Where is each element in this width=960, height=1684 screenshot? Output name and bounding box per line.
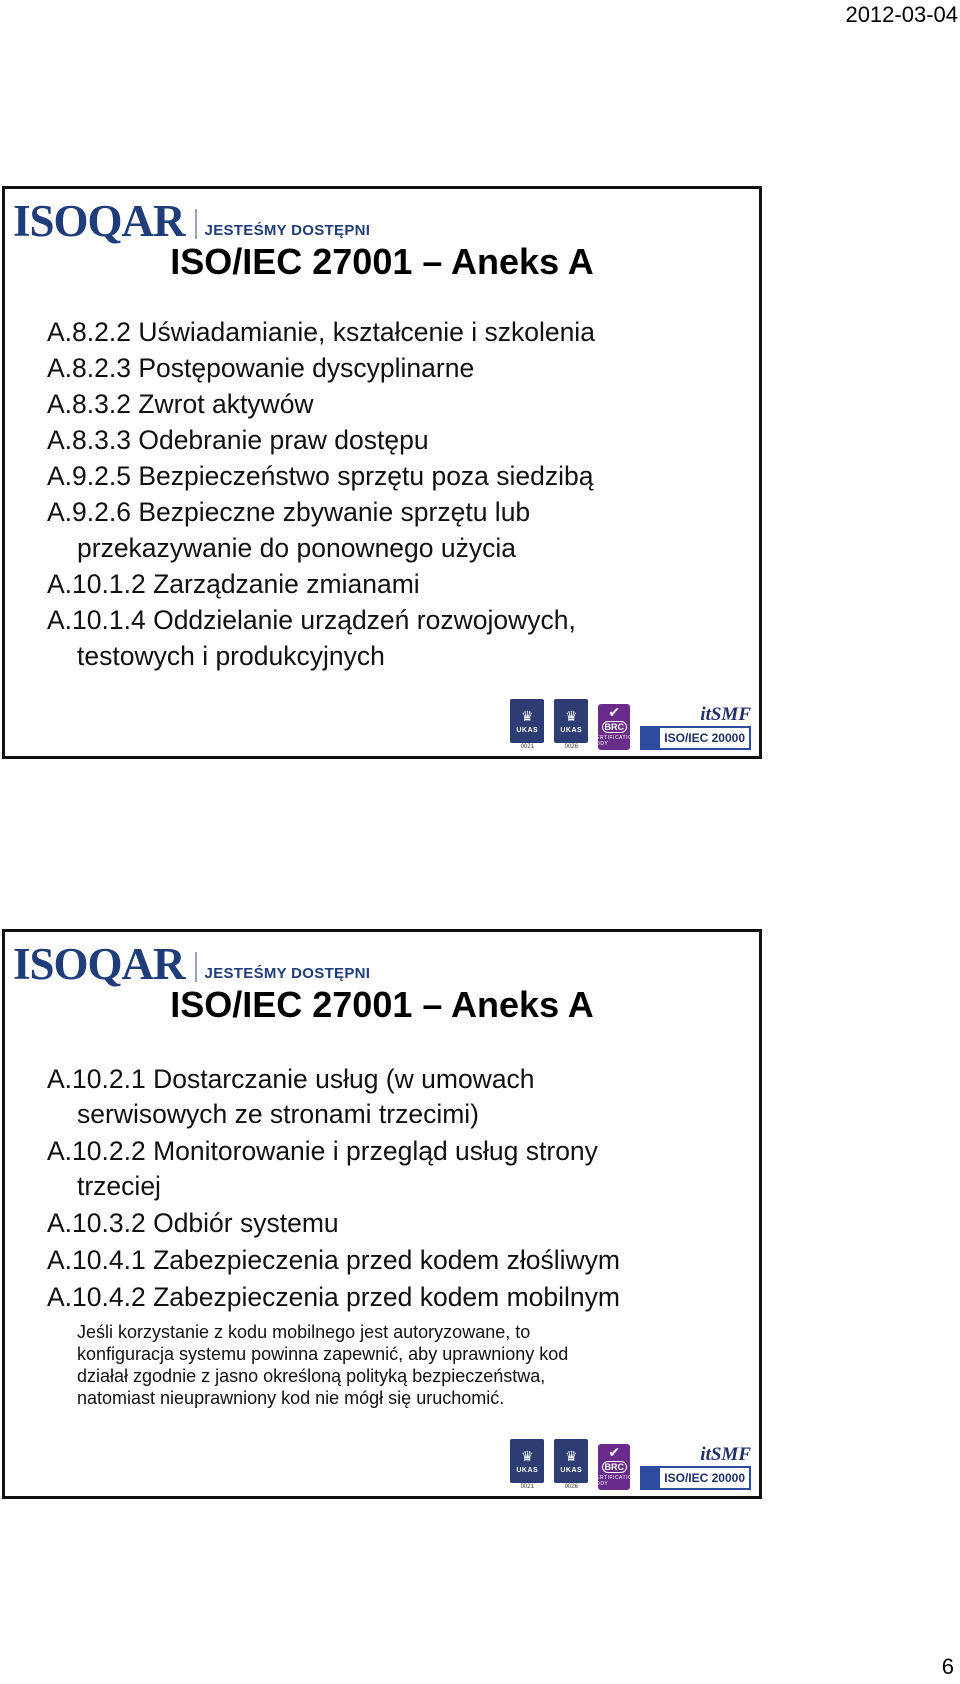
- iso-globe-icon: [642, 728, 660, 748]
- ukas-badge: ♛ UKAS 0026: [554, 1439, 588, 1490]
- list-item: A.10.4.1 Zabezpieczenia przed kodem złośliwym: [47, 1245, 620, 1275]
- list-item: A.10.1.2 Zarządzanie zmianami: [47, 569, 420, 599]
- isoqar-logo: [13, 939, 371, 989]
- logo-tagline: JESTEŚMY DOSTĘPNI: [204, 222, 371, 239]
- brc-badge: ✔ BRC CERTIFICATION BODY: [598, 1444, 630, 1490]
- list-item: A.8.3.2 Zwrot aktywów: [47, 389, 314, 419]
- list-item: A.9.2.5 Bezpieczeństwo sprzętu poza siedzibą: [47, 461, 594, 491]
- logo-word: ISOQAR: [13, 939, 185, 989]
- ukas-badge: ♛ UKAS 0026: [554, 699, 588, 750]
- list-item: A.10.1.4 Oddzielanie urządzeń rozwojowych, testowych i produkcyjnych: [47, 605, 576, 671]
- iso-globe-icon: [642, 1468, 660, 1488]
- crown-icon: ♛: [565, 708, 578, 724]
- itsmf-badge: itSMF ISO/IEC 20000: [640, 706, 751, 750]
- item-list: [47, 1062, 739, 1409]
- isoqar-logo: [13, 196, 371, 246]
- list-item: A.8.3.3 Odebranie praw dostępu: [47, 425, 429, 455]
- page-number: 6: [941, 1654, 954, 1679]
- certification-badges: [510, 1439, 751, 1490]
- list-item: A.8.2.3 Postępowanie dyscyplinarne: [47, 353, 475, 383]
- list-item: A.10.2.1 Dostarczanie usług (w umowach serwisowych ze stronami trzecimi): [47, 1064, 535, 1129]
- checkmark-icon: ✔: [608, 704, 621, 720]
- crown-icon: ♛: [521, 708, 534, 724]
- list-item: A.10.2.2 Monitorowanie i przegląd usług strony trzeciej: [47, 1136, 598, 1201]
- logo-word: ISOQAR: [13, 196, 185, 246]
- list-item: A.8.2.2 Uświadamianie, kształcenie i szkolenia: [47, 317, 595, 347]
- list-item: A.9.2.6 Bezpieczne zbywanie sprzętu lub przekazywanie do ponownego użycia: [47, 497, 531, 563]
- checkmark-icon: ✔: [608, 1444, 621, 1460]
- crown-icon: ♛: [521, 1448, 534, 1464]
- logo-tagline: JESTEŚMY DOSTĘPNI: [204, 965, 371, 982]
- itsmf-badge: itSMF ISO/IEC 20000: [640, 1446, 751, 1490]
- item-list: [47, 314, 739, 674]
- list-item: A.10.4.2 Zabezpieczenia przed kodem mobilnym: [47, 1282, 620, 1312]
- certification-badges: [510, 699, 751, 750]
- logo-separator: [195, 209, 197, 239]
- page-date: 2012-03-04: [845, 2, 958, 27]
- slide-title: ISO/IEC 27001 – Aneks A: [170, 984, 594, 1025]
- slide-1: [2, 186, 762, 759]
- brc-badge: ✔ BRC CERTIFICATION BODY: [598, 704, 630, 750]
- ukas-badge: ♛ UKAS 0021: [510, 699, 544, 750]
- slide-title: ISO/IEC 27001 – Aneks A: [170, 241, 594, 282]
- crown-icon: ♛: [565, 1448, 578, 1464]
- logo-separator: [195, 952, 197, 982]
- ukas-badge: ♛ UKAS 0021: [510, 1439, 544, 1490]
- list-item: A.10.3.2 Odbiór systemu: [47, 1208, 339, 1238]
- note-paragraph: Jeśli korzystanie z kodu mobilnego jest autoryzowane, to konfiguracja systemu powinna zapewnić, aby uprawniony kod działał zgodnie z jasno określoną polityką bezpieczeństwa, natomiast nieuprawniony kod nie mógł się uruchomić.: [77, 1322, 569, 1408]
- slide-2: [2, 929, 762, 1499]
